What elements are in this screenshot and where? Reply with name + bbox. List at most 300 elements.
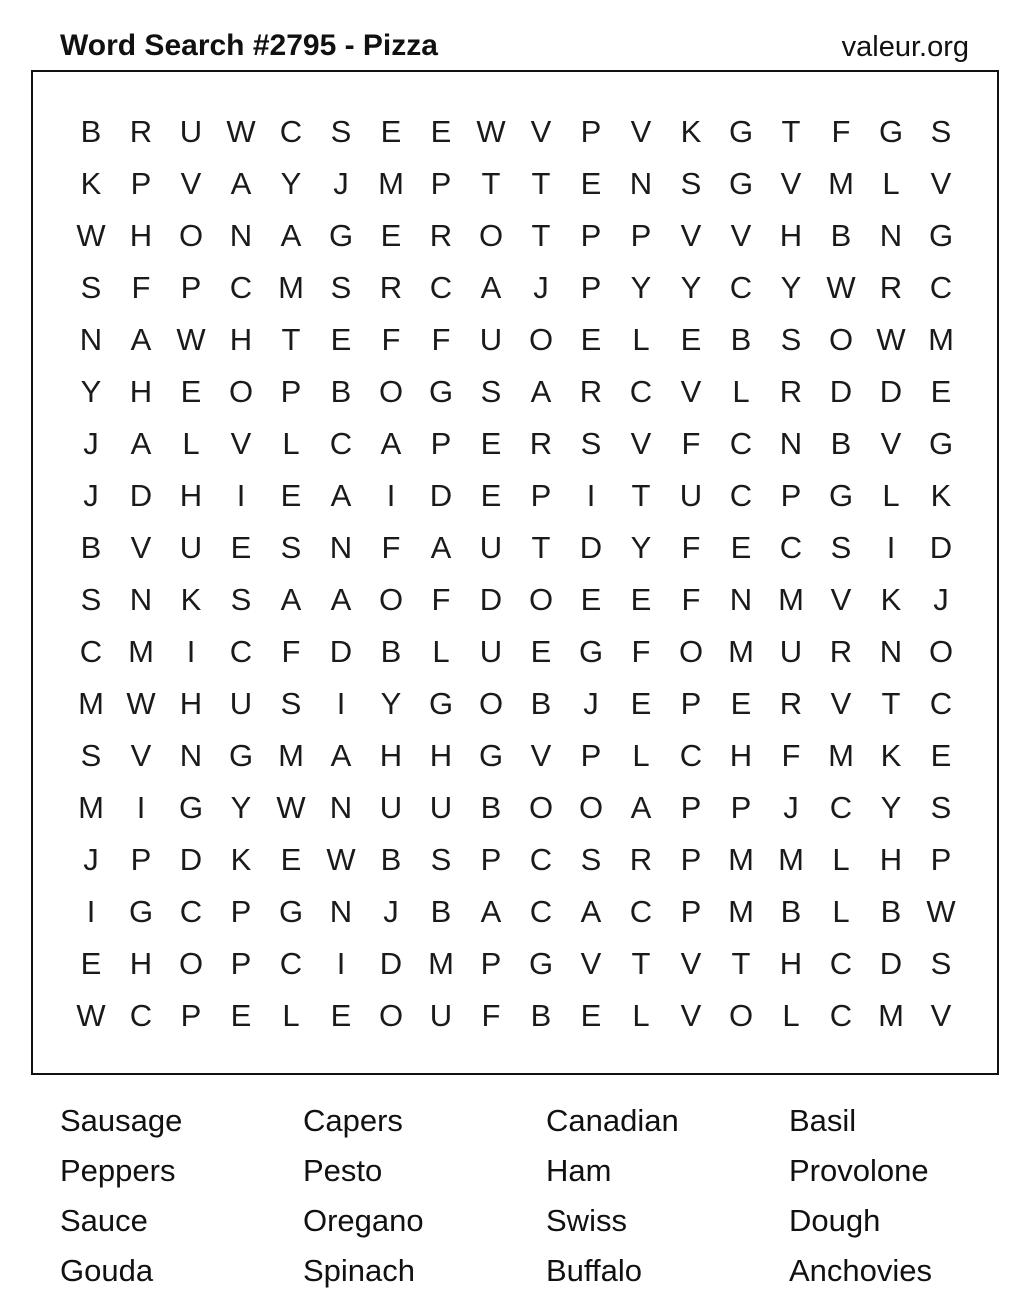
grid-letter: W (76, 998, 106, 1033)
grid-letter: L (882, 166, 900, 201)
grid-letter: O (478, 218, 504, 253)
grid-letter: L (782, 998, 800, 1033)
grid-letter: E (630, 686, 652, 721)
grid-letter: B (380, 634, 402, 669)
word-list-item: Canadian (546, 1103, 679, 1138)
grid-letter: K (180, 582, 202, 617)
grid-letter: L (182, 426, 200, 461)
grid-letter: E (280, 842, 302, 877)
grid-letter: G (878, 114, 904, 149)
grid-letter: H (429, 738, 453, 773)
grid-letter: G (528, 946, 554, 981)
grid-letter: A (130, 322, 152, 357)
grid-letter: L (832, 842, 850, 877)
grid-letter: U (429, 790, 453, 825)
grid-letter: T (631, 478, 651, 513)
grid-letter: J (83, 842, 99, 877)
grid-letter: T (481, 166, 501, 201)
grid-letter: B (780, 894, 802, 929)
grid-letter: C (679, 738, 703, 773)
grid-letter: P (680, 686, 702, 721)
grid-letter: E (80, 946, 102, 981)
grid-letter: V (780, 166, 802, 201)
grid-letter: O (578, 790, 604, 825)
grid-letter: G (228, 738, 254, 773)
grid-letter: D (129, 478, 153, 513)
grid-letter: R (529, 426, 553, 461)
grid-letter: M (428, 946, 454, 981)
grid-letter: J (533, 270, 549, 305)
grid-letter: I (586, 478, 596, 513)
grid-letter: V (830, 686, 852, 721)
grid-letter: V (530, 738, 552, 773)
grid-letter: A (630, 790, 652, 825)
grid-letter: C (729, 270, 753, 305)
grid-letter: S (830, 530, 852, 565)
grid-letter: S (330, 270, 352, 305)
grid-letter: I (86, 894, 96, 929)
grid-letter: S (930, 790, 952, 825)
grid-letter: O (678, 634, 704, 669)
grid-letter: E (330, 322, 352, 357)
grid-letter: U (479, 530, 503, 565)
grid-letter: T (531, 218, 551, 253)
grid-letter: V (930, 998, 952, 1033)
grid-letter: I (886, 530, 896, 565)
grid-letter: U (379, 790, 403, 825)
letter-grid (66, 106, 966, 1042)
grid-letter: C (429, 270, 453, 305)
grid-letter: C (829, 946, 853, 981)
grid-letter: C (829, 790, 853, 825)
grid-letter: N (779, 426, 803, 461)
grid-letter: E (580, 998, 602, 1033)
grid-letter: D (179, 842, 203, 877)
grid-letter: S (80, 738, 102, 773)
grid-letter: K (880, 582, 902, 617)
grid-letter: P (180, 998, 202, 1033)
grid-letter: S (930, 946, 952, 981)
grid-letter: G (428, 374, 454, 409)
grid-letter: E (230, 998, 252, 1033)
grid-letter: O (378, 374, 404, 409)
grid-letter: N (629, 166, 653, 201)
grid-letter: W (826, 270, 856, 305)
grid-letter: C (179, 894, 203, 929)
grid-letter: M (378, 166, 404, 201)
grid-letter: F (681, 426, 701, 461)
grid-letter: A (480, 270, 502, 305)
grid-letter: B (380, 842, 402, 877)
grid-letter: F (481, 998, 501, 1033)
grid-letter: D (829, 374, 853, 409)
grid-letter: W (176, 322, 206, 357)
grid-letter: V (680, 218, 702, 253)
grid-letter: V (730, 218, 752, 253)
grid-letter: B (480, 790, 502, 825)
grid-letter: E (380, 114, 402, 149)
grid-letter: M (278, 270, 304, 305)
grid-letter: A (530, 374, 552, 409)
grid-letter: B (530, 998, 552, 1033)
grid-letter: E (380, 218, 402, 253)
grid-letter: P (230, 946, 252, 981)
grid-letter: F (681, 582, 701, 617)
word-list-item: Buffalo (546, 1253, 642, 1288)
grid-letter: H (129, 374, 153, 409)
grid-letter: N (879, 218, 903, 253)
grid-letter: P (430, 166, 452, 201)
grid-letter: N (229, 218, 253, 253)
grid-letter: M (278, 738, 304, 773)
grid-letter: H (179, 686, 203, 721)
grid-letter: C (329, 426, 353, 461)
grid-letter: O (528, 790, 554, 825)
grid-letter: N (129, 582, 153, 617)
word-list-item: Ham (546, 1153, 612, 1188)
grid-letter: F (631, 634, 651, 669)
grid-letter: B (80, 530, 102, 565)
word-list-item: Oregano (303, 1203, 424, 1238)
grid-letter: J (933, 582, 949, 617)
grid-letter: A (280, 218, 302, 253)
grid-letter: F (831, 114, 851, 149)
grid-letter: U (229, 686, 253, 721)
grid-letter: G (328, 218, 354, 253)
grid-letter: S (580, 426, 602, 461)
grid-letter: E (430, 114, 452, 149)
grid-letter: T (631, 946, 651, 981)
grid-letter: I (386, 478, 396, 513)
grid-letter: I (186, 634, 196, 669)
word-list-item: Pesto (303, 1153, 383, 1188)
grid-letter: N (879, 634, 903, 669)
grid-letter: Y (630, 530, 652, 565)
grid-letter: D (379, 946, 403, 981)
grid-letter: H (129, 218, 153, 253)
grid-letter: V (930, 166, 952, 201)
grid-letter: P (630, 218, 652, 253)
grid-letter: S (580, 842, 602, 877)
grid-letter: O (928, 634, 954, 669)
grid-letter: E (580, 322, 602, 357)
grid-letter: V (630, 114, 652, 149)
grid-letter: U (179, 530, 203, 565)
grid-letter: I (136, 790, 146, 825)
grid-letter: J (383, 894, 399, 929)
grid-letter: E (330, 998, 352, 1033)
grid-letter: C (229, 270, 253, 305)
grid-letter: P (680, 842, 702, 877)
grid-letter: S (430, 842, 452, 877)
grid-letter: G (128, 894, 154, 929)
grid-letter: A (280, 582, 302, 617)
grid-letter: E (680, 322, 702, 357)
grid-letter: V (130, 738, 152, 773)
grid-letter: Y (230, 790, 252, 825)
grid-letter: P (730, 790, 752, 825)
grid-letter: I (236, 478, 246, 513)
grid-letter: Y (630, 270, 652, 305)
grid-letter: B (330, 374, 352, 409)
grid-letter: A (430, 530, 452, 565)
grid-letter: E (630, 582, 652, 617)
grid-letter: A (230, 166, 252, 201)
grid-letter: R (829, 634, 853, 669)
grid-letter: P (480, 842, 502, 877)
grid-letter: D (429, 478, 453, 513)
grid-letter: V (630, 426, 652, 461)
grid-letter: H (879, 842, 903, 877)
grid-letter: C (629, 894, 653, 929)
word-list (60, 1096, 1030, 1296)
word-list-item: Spinach (303, 1253, 416, 1288)
grid-letter: G (278, 894, 304, 929)
grid-letter: N (79, 322, 103, 357)
word-list-item: Swiss (546, 1203, 627, 1238)
grid-letter: G (828, 478, 854, 513)
grid-letter: G (178, 790, 204, 825)
grid-letter: A (380, 426, 402, 461)
grid-letter: J (583, 686, 599, 721)
grid-letter: D (929, 530, 953, 565)
grid-letter: C (229, 634, 253, 669)
grid-letter: L (882, 478, 900, 513)
grid-letter: R (129, 114, 153, 149)
grid-letter: R (779, 374, 803, 409)
grid-letter: E (730, 530, 752, 565)
grid-letter: H (129, 946, 153, 981)
grid-letter: E (230, 530, 252, 565)
grid-letter: R (379, 270, 403, 305)
grid-letter: J (783, 790, 799, 825)
grid-letter: K (680, 114, 702, 149)
grid-letter: E (180, 374, 202, 409)
grid-letter: H (779, 946, 803, 981)
word-list-item: Dough (789, 1203, 881, 1238)
grid-letter: A (580, 894, 602, 929)
grid-letter: O (378, 998, 404, 1033)
grid-letter: T (731, 946, 751, 981)
grid-letter: B (80, 114, 102, 149)
grid-letter: P (230, 894, 252, 929)
grid-letter: V (680, 374, 702, 409)
grid-letter: J (83, 478, 99, 513)
grid-letter: P (580, 218, 602, 253)
grid-letter: N (329, 790, 353, 825)
grid-letter: T (531, 530, 551, 565)
grid-letter: E (480, 426, 502, 461)
grid-letter: P (580, 270, 602, 305)
grid-letter: O (528, 322, 554, 357)
grid-letter: C (829, 998, 853, 1033)
grid-letter: G (428, 686, 454, 721)
grid-letter: C (929, 270, 953, 305)
grid-letter: U (679, 478, 703, 513)
grid-letter: S (280, 686, 302, 721)
grid-letter: T (881, 686, 901, 721)
word-list-item: Sauce (60, 1203, 148, 1238)
grid-letter: N (329, 894, 353, 929)
grid-letter: P (530, 478, 552, 513)
grid-letter: S (680, 166, 702, 201)
grid-letter: N (729, 582, 753, 617)
grid-letter: G (928, 218, 954, 253)
grid-letter: P (180, 270, 202, 305)
grid-letter: J (83, 426, 99, 461)
grid-letter: P (280, 374, 302, 409)
grid-letter: O (228, 374, 254, 409)
grid-letter: M (828, 166, 854, 201)
grid-letter: C (279, 946, 303, 981)
grid-letter: U (479, 322, 503, 357)
grid-letter: B (830, 426, 852, 461)
grid-letter: H (379, 738, 403, 773)
grid-letter: L (832, 894, 850, 929)
grid-letter: O (528, 582, 554, 617)
grid-letter: U (779, 634, 803, 669)
grid-letter: W (226, 114, 256, 149)
word-list-item: Anchovies (789, 1253, 933, 1288)
grid-letter: G (728, 166, 754, 201)
grid-letter: E (580, 582, 602, 617)
grid-letter: B (830, 218, 852, 253)
grid-letter: L (732, 374, 750, 409)
grid-letter: P (680, 790, 702, 825)
grid-letter: W (476, 114, 506, 149)
grid-letter: T (531, 166, 551, 201)
word-list-item: Peppers (60, 1153, 176, 1188)
grid-letter: L (632, 998, 650, 1033)
grid-letter: W (76, 218, 106, 253)
grid-letter: M (878, 998, 904, 1033)
grid-letter: F (131, 270, 151, 305)
grid-letter: W (276, 790, 306, 825)
grid-letter: Y (780, 270, 802, 305)
grid-letter: E (530, 634, 552, 669)
grid-letter: S (930, 114, 952, 149)
grid-letter: O (178, 218, 204, 253)
grid-letter: V (180, 166, 202, 201)
grid-letter: D (329, 634, 353, 669)
grid-letter: P (680, 894, 702, 929)
grid-letter: L (632, 322, 650, 357)
grid-letter: V (680, 998, 702, 1033)
grid-letter: C (629, 374, 653, 409)
grid-letter: D (479, 582, 503, 617)
grid-letter: H (179, 478, 203, 513)
grid-letter: C (729, 426, 753, 461)
grid-letter: W (126, 686, 156, 721)
grid-letter: G (928, 426, 954, 461)
grid-letter: S (780, 322, 802, 357)
grid-letter: K (80, 166, 102, 201)
grid-letter: M (78, 686, 104, 721)
grid-letter: R (429, 218, 453, 253)
grid-letter: J (333, 166, 349, 201)
grid-letter: P (430, 426, 452, 461)
page-title: Word Search #2795 - Pizza (60, 29, 438, 62)
grid-letter: E (280, 478, 302, 513)
grid-letter: U (429, 998, 453, 1033)
grid-letter: D (879, 374, 903, 409)
grid-letter: F (431, 582, 451, 617)
grid-letter: A (130, 426, 152, 461)
grid-letter: E (930, 374, 952, 409)
grid-letter: M (78, 790, 104, 825)
grid-letter: L (282, 998, 300, 1033)
grid-letter: N (329, 530, 353, 565)
grid-letter: T (781, 114, 801, 149)
grid-letter: H (229, 322, 253, 357)
grid-letter: C (529, 842, 553, 877)
grid-letter: F (681, 530, 701, 565)
grid-letter: E (730, 686, 752, 721)
grid-letter: F (381, 530, 401, 565)
grid-letter: E (580, 166, 602, 201)
grid-letter: A (480, 894, 502, 929)
grid-letter: A (330, 582, 352, 617)
grid-letter: F (281, 634, 301, 669)
grid-letter: S (280, 530, 302, 565)
grid-letter: V (680, 946, 702, 981)
grid-letter: O (728, 998, 754, 1033)
grid-letter: P (580, 114, 602, 149)
grid-letter: W (326, 842, 356, 877)
grid-letter: M (928, 322, 954, 357)
grid-letter: M (778, 582, 804, 617)
grid-letter: P (780, 478, 802, 513)
grid-letter: P (130, 166, 152, 201)
grid-letter: E (480, 478, 502, 513)
grid-letter: O (478, 686, 504, 721)
grid-letter: U (179, 114, 203, 149)
grid-letter: W (876, 322, 906, 357)
grid-letter: C (129, 998, 153, 1033)
grid-letter: R (629, 842, 653, 877)
grid-letter: M (828, 738, 854, 773)
grid-letter: I (336, 946, 346, 981)
grid-letter: R (879, 270, 903, 305)
grid-letter: N (179, 738, 203, 773)
grid-letter: G (478, 738, 504, 773)
grid-letter: F (781, 738, 801, 773)
grid-letter: B (730, 322, 752, 357)
grid-letter: B (880, 894, 902, 929)
grid-letter: Y (680, 270, 702, 305)
grid-letter: V (880, 426, 902, 461)
grid-letter: O (828, 322, 854, 357)
grid-letter: M (728, 894, 754, 929)
grid-letter: S (80, 270, 102, 305)
grid-letter: D (579, 530, 603, 565)
grid-letter: M (128, 634, 154, 669)
grid-letter: T (281, 322, 301, 357)
grid-letter: P (580, 738, 602, 773)
word-list-item: Sausage (60, 1103, 183, 1138)
grid-letter: V (830, 582, 852, 617)
grid-letter: C (929, 686, 953, 721)
grid-letter: A (330, 478, 352, 513)
grid-letter: R (579, 374, 603, 409)
grid-letter: C (779, 530, 803, 565)
grid-letter: L (432, 634, 450, 669)
grid-letter: H (729, 738, 753, 773)
grid-letter: Y (880, 790, 902, 825)
grid-letter: C (729, 478, 753, 513)
grid-letter: C (279, 114, 303, 149)
grid-letter: A (330, 738, 352, 773)
